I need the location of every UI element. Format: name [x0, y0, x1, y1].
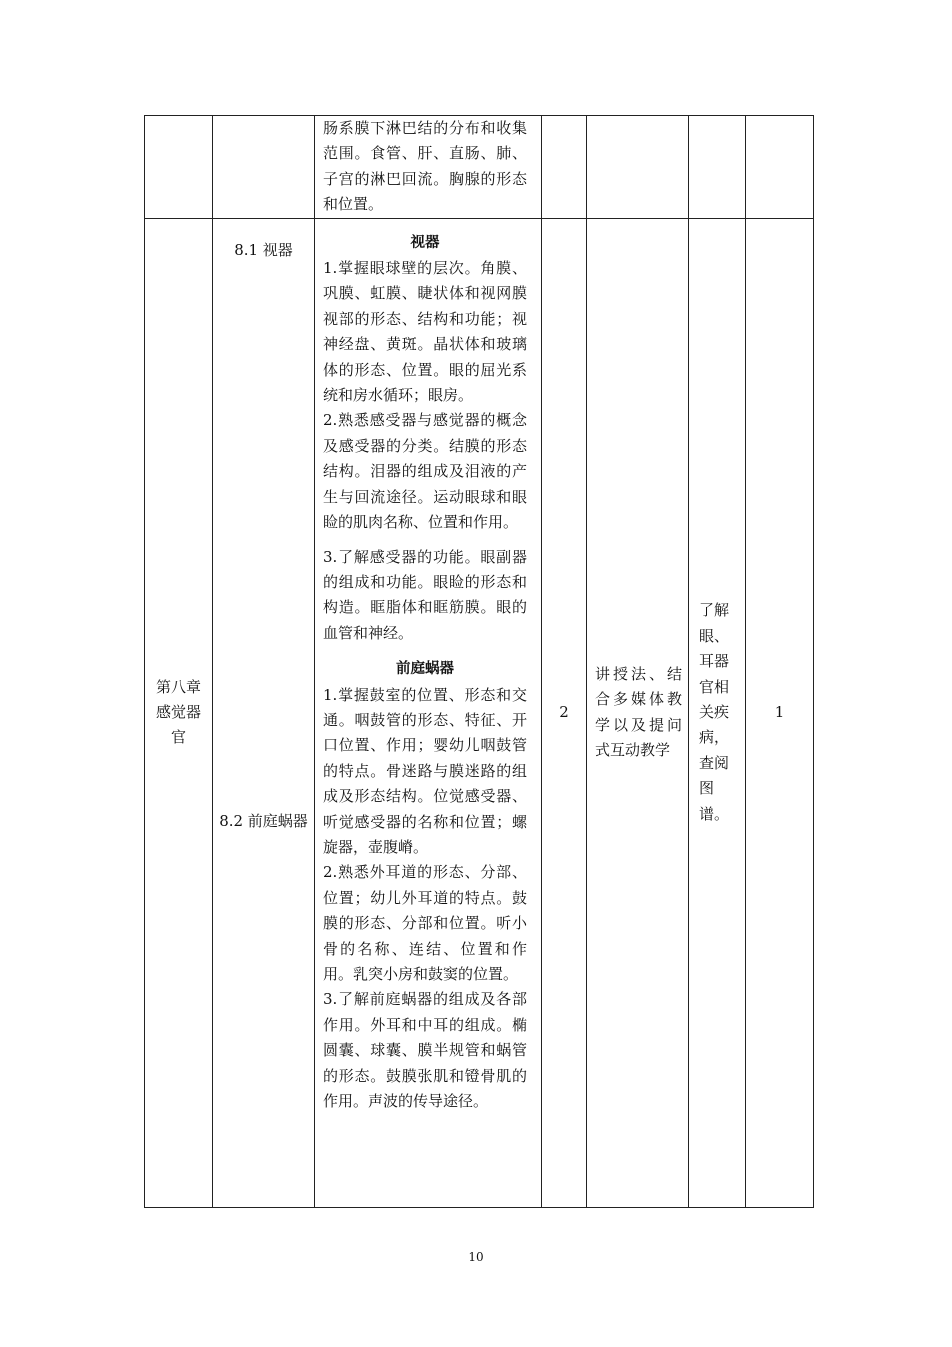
objective-item: 2.熟悉感受器与感觉器的概念及感受器的分类。结膜的形态结构。泪器的组成及泪液的产生与回流途径。运动眼球和眼睑的肌肉名称、位置和作用。 [323, 411, 527, 532]
subsection-vestibulocochlear-organ: 8.2 前庭蜗器 [219, 811, 308, 830]
objective-item: 3.了解感受器的功能。眼副器的组成和功能。眼睑的形态和构造。眶脂体和眶筋膜。眼的血管和神经。 [323, 547, 527, 642]
subsection-cell [213, 218, 315, 1207]
content-cell [315, 218, 542, 1207]
objective-item: 1.掌握鼓室的位置、形态和交通。咽鼓管的形态、特征、开口位置、作用；婴幼儿咽鼓管的特点。骨迷路与膜迷路的组成及形态结构。位觉感受器、听觉感受器的名称和位置；螺旋器，壶腹嵴。 [323, 685, 527, 856]
continuation-text: 肠系膜下淋巴结的分布和收集范围。食管、肝、直肠、肺、子宫的淋巴回流。胸腺的形态和位置。 [323, 119, 527, 214]
subsection-visual-organ: 8.1 视器 [234, 240, 293, 259]
extra-cell-empty [746, 116, 814, 219]
page-number: 10 [468, 1250, 484, 1264]
method-cell-empty [587, 116, 689, 219]
section-title-visual-organ: 视器 [410, 234, 440, 251]
hours-cell: 2 [542, 218, 587, 1207]
teaching-method-text: 讲授法、结合多媒体教学以及提问式互动教学 [595, 664, 682, 760]
content-cell [315, 116, 542, 219]
teaching-method-cell [587, 218, 689, 1207]
self-study-cell [689, 218, 746, 1207]
continuation-row [145, 116, 814, 219]
objective-item: 2.熟悉外耳道的形态、分部、位置；幼儿外耳道的特点。鼓膜的形态、分部和位置。听小骨的名称、连结、位置和作用。乳突小房和鼓窦的位置。 [323, 863, 527, 983]
section-title-vestibulocochlear-organ: 前庭蜗器 [396, 661, 454, 678]
objective-item: 3.了解前庭蜗器的组成及各部作用。外耳和中耳的组成。椭圆囊、球囊、膜半规管和蜗管的形态。鼓膜张肌和镫骨肌的作用。声波的传导途径。 [323, 990, 527, 1111]
hours-cell-empty [542, 116, 587, 219]
chapter-title: 第八章感觉器官 [155, 677, 201, 747]
chapter-cell [145, 218, 213, 1207]
self-study-cell-empty [689, 116, 746, 219]
self-study-text: 了解眼、耳器官相关疾病，查阅图谱。 [699, 601, 730, 823]
objective-item: 1.掌握眼球壁的层次。角膜、巩膜、虹膜、睫状体和视网膜视部的形态、结构和功能；视神经盘、黄斑。晶状体和玻璃体的形态、位置。眼的屈光系统和房水循环；眼房。 [323, 259, 527, 405]
extra-cell: 1 [746, 218, 814, 1207]
chapter-row [145, 218, 814, 1207]
syllabus-table [144, 115, 814, 1208]
chapter-cell-empty [145, 116, 213, 219]
subsection-cell-empty [213, 116, 315, 219]
